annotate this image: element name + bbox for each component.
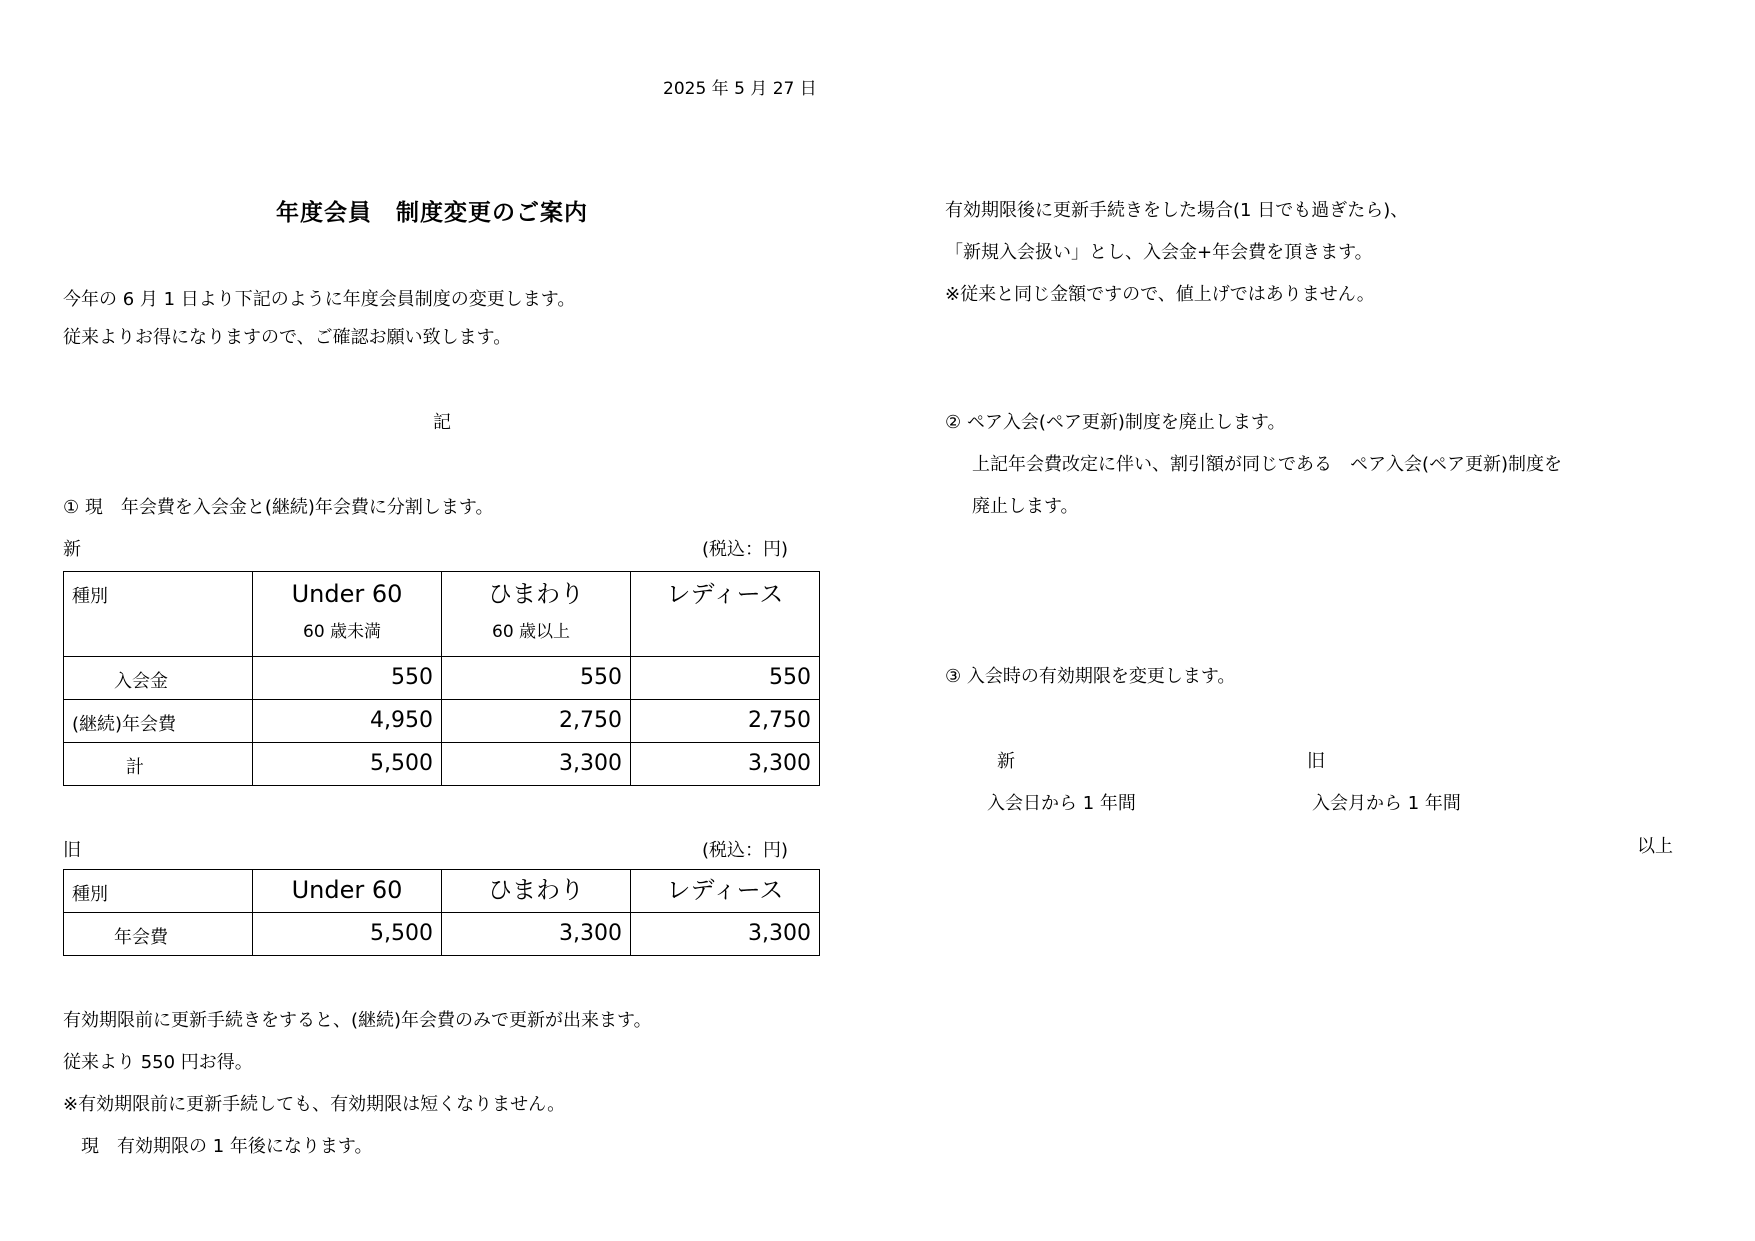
table-cell: 3,300 bbox=[442, 913, 631, 956]
section3-old-label: 旧 bbox=[1307, 751, 1325, 772]
table-cell: 550 bbox=[631, 657, 820, 700]
new-table-label: 新 bbox=[63, 539, 81, 560]
old-tax-note: (税込：円) bbox=[702, 840, 789, 861]
table-cell: 3,300 bbox=[631, 743, 820, 786]
type-header: 種別 bbox=[64, 870, 253, 913]
section1-heading: ① 現 年会費を入会金と(継続)年会費に分割します。 bbox=[63, 497, 494, 518]
row-label: (継続)年会費 bbox=[64, 700, 253, 743]
table-cell: 2,750 bbox=[442, 700, 631, 743]
table-row bbox=[64, 657, 820, 700]
new-fee-table bbox=[63, 571, 820, 786]
old-table-header-row bbox=[64, 870, 820, 913]
table-row bbox=[64, 700, 820, 743]
row-label: 入会金 bbox=[64, 657, 253, 700]
table-cell: 2,750 bbox=[631, 700, 820, 743]
right-note-3: ※従来と同じ金額ですので、値上げではありません。 bbox=[945, 284, 1375, 305]
new-table-header-row bbox=[64, 572, 820, 657]
table-cell: 5,500 bbox=[253, 913, 442, 956]
section3-new-value: 入会日から 1 年間 bbox=[987, 793, 1136, 814]
right-note-2: 「新規入会扱い」とし、入会金+年会費を頂きます。 bbox=[945, 242, 1373, 263]
old-table-label: 旧 bbox=[63, 840, 81, 861]
table-cell: 4,950 bbox=[253, 700, 442, 743]
section2-line-2: 廃止します。 bbox=[972, 496, 1079, 517]
section1-note-4: 現 有効期限の 1 年後になります。 bbox=[63, 1136, 373, 1157]
table-cell: 3,300 bbox=[631, 913, 820, 956]
column-name: Under 60 bbox=[291, 580, 403, 608]
old-fee-table bbox=[63, 869, 820, 956]
right-note-1: 有効期限後に更新手続きをした場合(1 日でも過ぎたら)、 bbox=[945, 200, 1409, 221]
table-row bbox=[64, 743, 820, 786]
table-cell: 5,500 bbox=[253, 743, 442, 786]
column-name: ひまわり bbox=[488, 580, 584, 608]
table-cell: 3,300 bbox=[442, 743, 631, 786]
section3-old-value: 入会月から 1 年間 bbox=[1312, 793, 1461, 814]
column-subtitle: 60 歳以上 bbox=[492, 622, 571, 642]
ki-heading: 記 bbox=[433, 412, 451, 433]
column-name: レディース bbox=[666, 580, 784, 608]
section2-line-1: 上記年会費改定に伴い、割引額が同じである ペア入会(ペア更新)制度を bbox=[972, 454, 1563, 475]
document-title: 年度会員 制度変更のご案内 bbox=[276, 200, 588, 226]
closing-text: 以上 bbox=[1637, 836, 1673, 857]
column-header-under60 bbox=[253, 572, 442, 657]
column-header-himawari bbox=[442, 572, 631, 657]
table-cell: 550 bbox=[442, 657, 631, 700]
intro-line-2: 従来よりお得になりますので、ご確認お願い致します。 bbox=[63, 327, 512, 348]
section1-note-1: 有効期限前に更新手続きをすると、(継続)年会費のみで更新が出来ます。 bbox=[63, 1010, 652, 1031]
row-label: 計 bbox=[64, 743, 253, 786]
column-header-ladies bbox=[631, 572, 820, 657]
table-cell: 550 bbox=[253, 657, 442, 700]
column-header-himawari: ひまわり bbox=[442, 870, 631, 913]
column-subtitle: 60 歳未満 bbox=[303, 622, 382, 642]
tax-note: (税込：円) bbox=[702, 539, 789, 560]
column-header-under60: Under 60 bbox=[253, 870, 442, 913]
section3-new-label: 新 bbox=[997, 751, 1015, 772]
section3-heading: ③ 入会時の有効期限を変更します。 bbox=[945, 666, 1236, 687]
section1-note-3: ※有効期限前に更新手続しても、有効期限は短くなりません。 bbox=[63, 1094, 566, 1115]
intro-line-1: 今年の 6 月 1 日より下記のように年度会員制度の変更します。 bbox=[63, 289, 576, 310]
section2-heading: ② ペア入会(ペア更新)制度を廃止します。 bbox=[945, 412, 1286, 433]
column-header-ladies: レディース bbox=[631, 870, 820, 913]
section1-note-2: 従来より 550 円お得。 bbox=[63, 1052, 253, 1073]
type-header: 種別 bbox=[64, 572, 253, 657]
table-row bbox=[64, 913, 820, 956]
document-date: 2025 年 5 月 27 日 bbox=[663, 79, 817, 99]
row-label: 年会費 bbox=[64, 913, 253, 956]
